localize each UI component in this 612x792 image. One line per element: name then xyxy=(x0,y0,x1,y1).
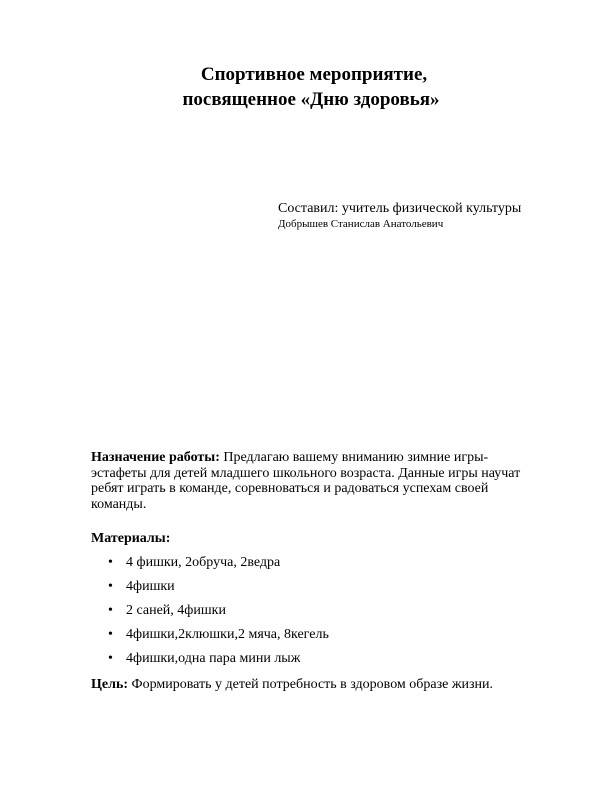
goal-text: Формировать у детей потребность в здоровом образе жизни. xyxy=(128,677,494,692)
title-line-1: Спортивное мероприятие, xyxy=(200,64,428,85)
bullet-icon: • xyxy=(108,603,113,618)
list-item-text: 4фишки,2клюшки,2 мяча, 8кегель xyxy=(126,627,329,642)
author-block xyxy=(278,200,598,231)
document-title xyxy=(0,62,612,112)
author-role: Составил: учитель физической культуры xyxy=(278,201,522,216)
list-item-text: 4фишки,одна пара мини лыж xyxy=(126,651,301,666)
purpose-paragraph xyxy=(91,450,521,512)
list-item-text: 4 фишки, 2обруча, 2ведра xyxy=(126,555,281,570)
title-line-2: посвященное «Дню здоровья» xyxy=(182,89,440,110)
list-item-text: 2 саней, 4фишки xyxy=(126,603,226,618)
purpose-label: Назначение работы: xyxy=(91,450,220,465)
bullet-icon: • xyxy=(108,555,113,570)
list-item-text: 4фишки xyxy=(126,579,175,594)
bullet-icon: • xyxy=(108,627,113,642)
goal-label: Цель: xyxy=(91,677,129,692)
goal-paragraph xyxy=(91,676,493,693)
bullet-icon: • xyxy=(108,579,113,594)
author-name: Добрышев Станислав Анатольевич xyxy=(278,218,444,230)
purpose-text: Предлагаю вашему вниманию зимние игры-эстафеты для детей младшего школьного возраста. Данные игры научат ребят играть в команде, соревноваться и радоваться успехам своей команды. xyxy=(91,450,521,512)
bullet-icon: • xyxy=(108,651,113,666)
materials-heading: Материалы: xyxy=(91,531,171,546)
